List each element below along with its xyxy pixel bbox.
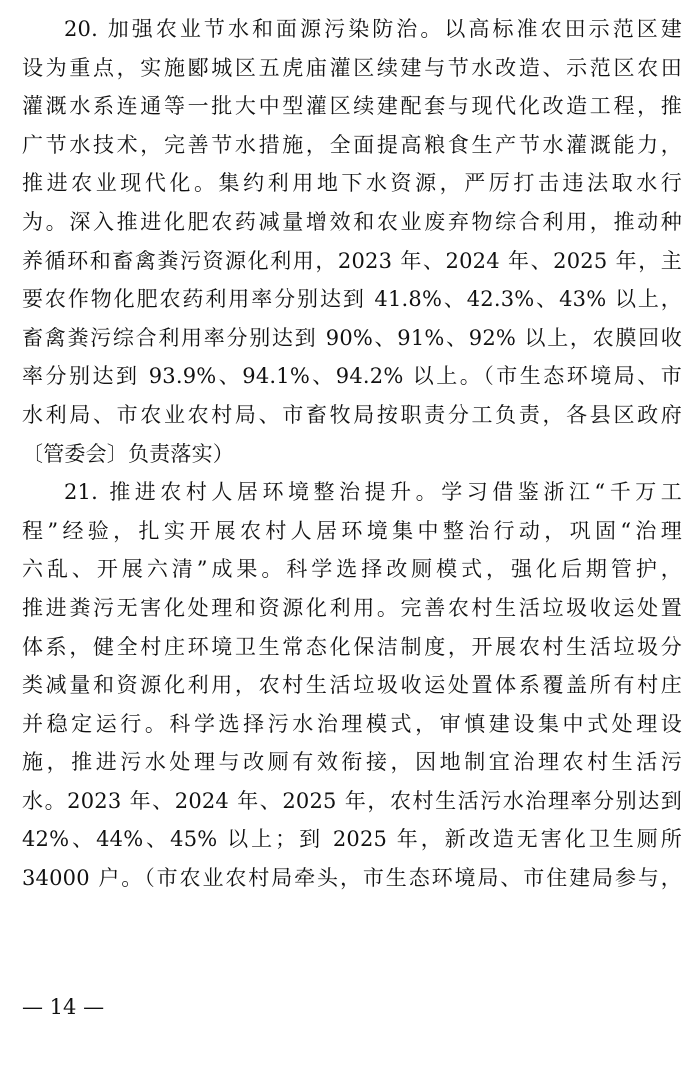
text-line: 42%、44%、45% 以上；到 2025 年，新改造无害化卫生厕所: [22, 827, 682, 852]
text-line: 并稳定运行。科学选择污水治理模式，审慎建设集中式处理设: [22, 711, 682, 736]
text-line: 程”经验，扎实开展农村人居环境集中整治行动，巩固“治理: [22, 518, 682, 543]
text-line: 体系，健全村庄环境卫生常态化保洁制度，开展农村生活垃圾分: [22, 634, 682, 659]
text-line: 养循环和畜禽粪污资源化利用，2023 年、2024 年、2025 年，主: [22, 248, 682, 273]
text-line: 率分别达到 93.9%、94.1%、94.2% 以上。（市生态环境局、市: [22, 364, 682, 389]
text-line: 要农作物化肥农药利用率分别达到 41.8%、42.3%、43% 以上，: [22, 287, 682, 312]
text-line: 推进粪污无害化处理和资源化利用。完善农村生活垃圾收运处置: [22, 595, 682, 620]
text-line: 广节水技术，完善节水措施，全面提高粮食生产节水灌溉能力，: [22, 132, 682, 157]
text-line: 34000 户。（市农业农村局牵头，市生态环境局、市住建局参与，: [22, 866, 682, 891]
body-text: [22, 10, 682, 898]
text-line: 畜禽粪污综合利用率分别达到 90%、91%、92% 以上，农膜回收: [22, 325, 682, 350]
text-line: 〔管委会〕负责落实）: [22, 441, 234, 466]
page-number: — 14 —: [22, 995, 105, 1019]
text-line: 为。深入推进化肥农药减量增效和农业废弃物综合利用，推动种: [22, 209, 682, 234]
text-line: 设为重点，实施郾城区五虎庙灌区续建与节水改造、示范区农田: [22, 55, 682, 80]
text-line: 推进农业现代化。集约利用地下水资源，严厉打击违法取水行: [22, 171, 682, 196]
text-line: 类减量和资源化利用，农村生活垃圾收运处置体系覆盖所有村庄: [22, 673, 682, 698]
text-line: 21. 推进农村人居环境整治提升。学习借鉴浙江“千万工: [64, 480, 682, 505]
text-line: 六乱、开展六清”成果。科学选择改厕模式，强化后期管护，: [22, 557, 682, 582]
text-line: 灌溉水系连通等一批大中型灌区续建配套与现代化改造工程，推: [22, 94, 682, 119]
text-line: 施，推进污水处理与改厕有效衔接，因地制宜治理农村生活污: [22, 750, 682, 775]
text-line: 20. 加强农业节水和面源污染防治。以高标准农田示范区建: [64, 17, 682, 41]
text-line: 水利局、市农业农村局、市畜牧局按职责分工负责，各县区政府: [22, 402, 682, 427]
text-line: 水。2023 年、2024 年、2025 年，农村生活污水治理率分别达到: [22, 788, 682, 813]
